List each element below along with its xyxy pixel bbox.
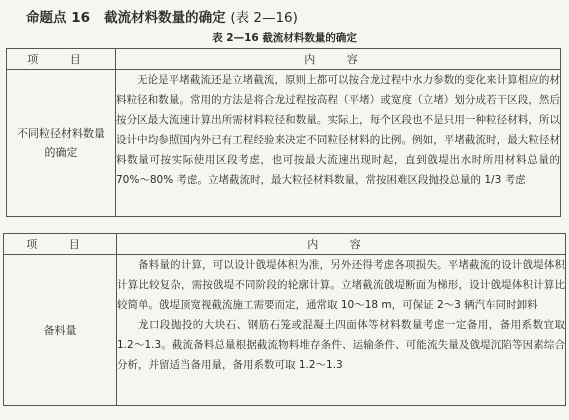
section-heading (26, 6, 298, 26)
heading-table-ref: (表 2—16) (230, 10, 298, 26)
materials-size-table (6, 48, 561, 217)
row-label: 备料量 (4, 255, 117, 406)
row-paragraph: 无论是平堵截流还是立堵截流，原则上都可以按合龙过程中水力参数的变化来计算相应的材料粒径和数量。常用的方法是将合龙过程按高程（平堵）或宽度（立堵）划分成若干区段，然后按分区最大流速计算出所需材料粒径和数量。实际上，每个区段也不是只用一种粒径材料，所以设计中均参照国内外已有工程经验来决定不同粒径材料的比例。例如，平堵截流时，最大粒径材料数量可按实际使用区段考虑，也可按最大流速出现时起，直到戗堤出水时所用材料总量的 70%～80% 考虑。立堵截流时，最大粒径材料数量，常按困难区段抛投总量的 1/3 考虑 (116, 74, 560, 186)
header-content: 内 容 (116, 49, 561, 70)
row-paragraph: 备料量的计算，可以设计戗堤体积为准，另外还得考虑各项损失。平堵截流的设计戗堤体积计算比较复杂，需按戗堤不同阶段的轮廓计算。立堵截流戗堤断面为梯形，设计戗堤体积计算比较简单。戗堤顶宽视截流施工需要而定，通常取 10～18 m，可保证 2～3 辆汽车同时卸料 (117, 259, 565, 311)
row-paragraph: 龙口段抛投的大块石、钢筋石笼或混凝土四面体等材料数量考虑一定备用，备用系数宜取 1.2～1.3。截流备料总量根据截流物料堆存条件、运输条件、可能流失量及戗堤沉陷等因素综合分析，并留适当备用量，备用系数可取 1.2～1.3 (117, 319, 565, 371)
stock-quantity-table (3, 233, 566, 406)
header-item: 项 目 (4, 234, 117, 255)
table-row (4, 255, 566, 406)
table-header-row (7, 49, 561, 70)
row-content (117, 255, 566, 406)
header-item: 项 目 (7, 49, 116, 70)
heading-number: 命题点 16 (26, 10, 90, 26)
table-caption: 表 2—16 截流材料数量的确定 (212, 32, 357, 44)
table-header-row (4, 234, 566, 255)
row-content (116, 70, 561, 217)
heading-title: 截流材料数量的确定 (104, 10, 226, 26)
row-label: 不同粒径材料数量的确定 (7, 70, 116, 217)
table-row (7, 70, 561, 217)
header-content: 内 容 (117, 234, 566, 255)
